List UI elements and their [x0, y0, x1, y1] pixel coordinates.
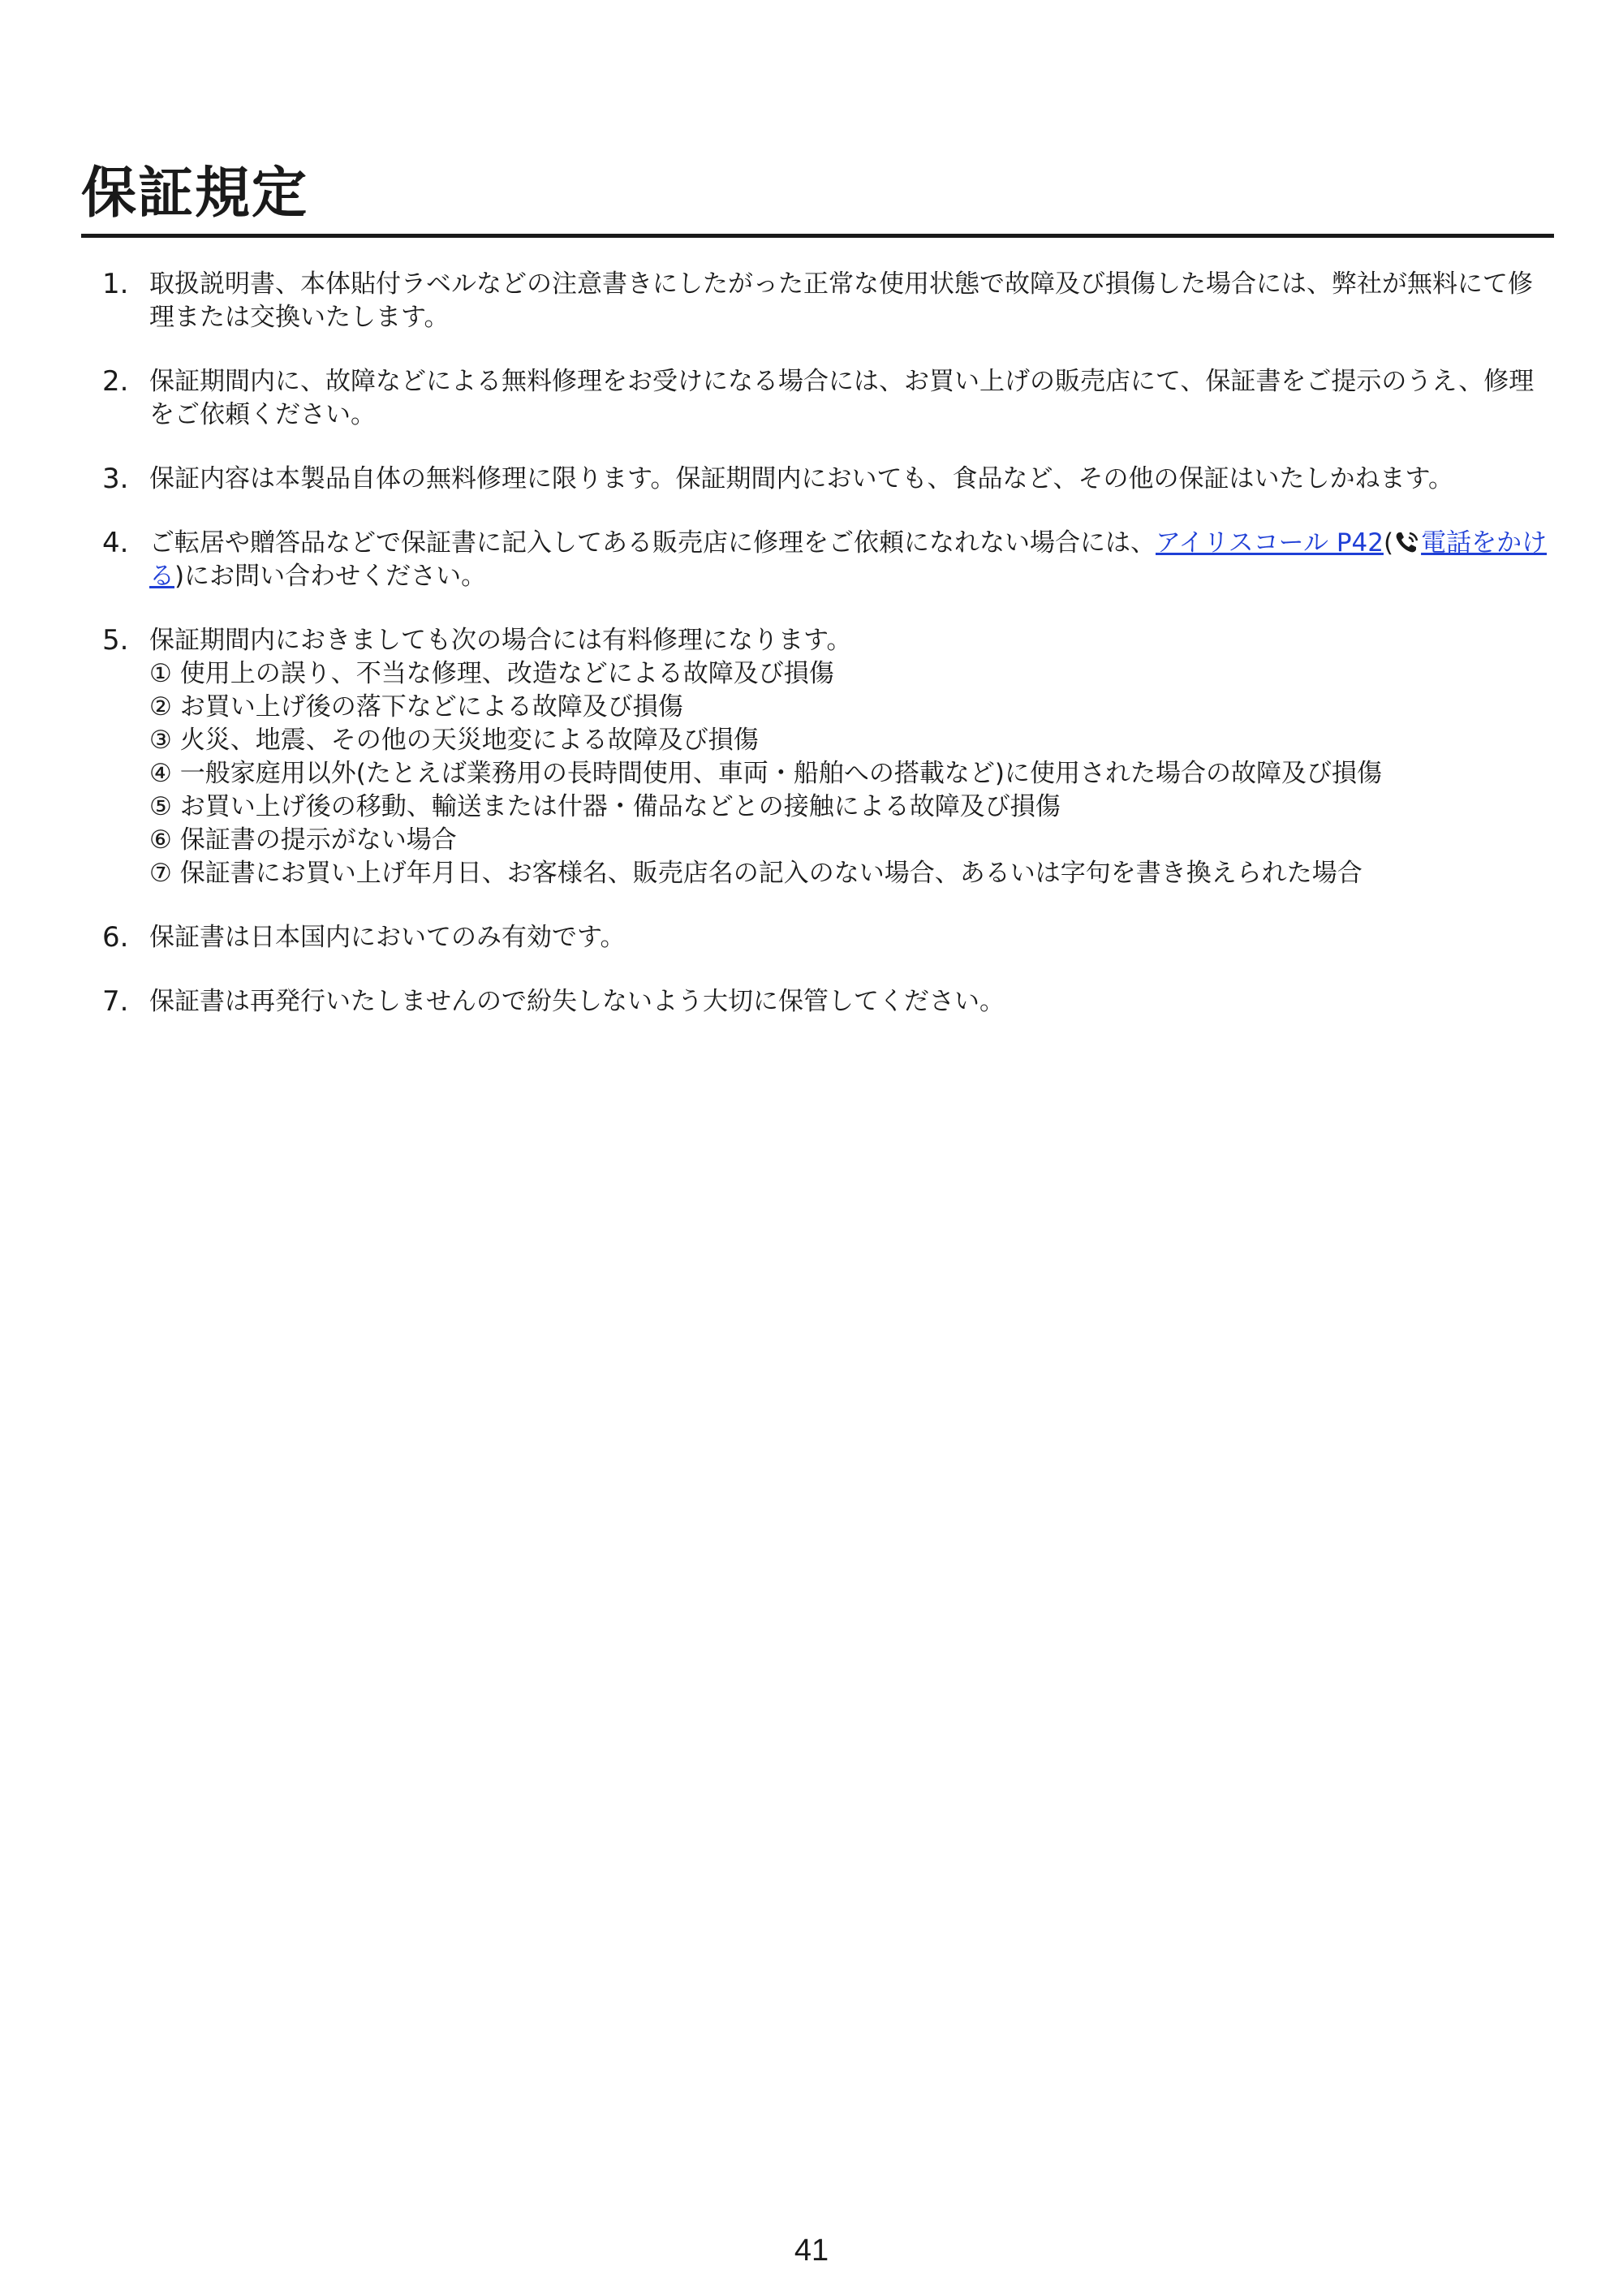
- sub-marker: ③: [149, 726, 172, 755]
- list-item: [81, 365, 1554, 432]
- item-number: 3.: [102, 463, 129, 495]
- iris-call-link[interactable]: アイリスコール P42: [1156, 528, 1384, 558]
- sub-list-item: [149, 691, 1554, 724]
- sub-item-text: 保証書の提示がない場合: [179, 825, 457, 855]
- sub-item-text: 保証書にお買い上げ年月日、お客様名、販売店名の記入のない場合、あるいは字句を書き換えられた場合: [179, 859, 1363, 888]
- sub-item-text: お買い上げ後の落下などによる故障及び損傷: [179, 692, 683, 722]
- sub-marker: ①: [149, 659, 172, 688]
- sub-item-text: 火災、地震、その他の天災地変による故障及び損傷: [179, 726, 759, 755]
- paren-open: (: [1383, 528, 1394, 558]
- sub-marker: ⑦: [149, 859, 172, 888]
- list-item: [81, 527, 1554, 593]
- item-text: 保証内容は本製品自体の無料修理に限ります。保証期間内においても、食品など、その他の保証はいたしかねます。: [149, 464, 1454, 493]
- sub-item-text: 一般家庭用以外(たとえば業務用の長時間使用、車両・船舶への搭載など)に使用された場合の故障及び損傷: [179, 759, 1382, 788]
- sub-marker: ⑤: [149, 792, 172, 821]
- item-number: 4.: [102, 527, 129, 559]
- page-title: 保証規定: [81, 162, 309, 226]
- sub-list-item: [149, 757, 1554, 790]
- item-text: 保証期間内におきましても次の場合には有料修理になります。: [149, 626, 852, 655]
- list-item: [81, 985, 1554, 1019]
- list-item: [81, 463, 1554, 496]
- warranty-terms-list: [81, 268, 1554, 1049]
- sub-list-item: [149, 724, 1554, 757]
- sub-marker: ②: [149, 692, 172, 722]
- sub-list-item: [149, 657, 1554, 691]
- item-number: 7.: [102, 985, 129, 1018]
- page-number: 41: [794, 2234, 829, 2268]
- item-text-after: )にお問い合わせください。: [174, 562, 487, 591]
- item-text-before: ご転居や贈答品などで保証書に記入してある販売店に修理をご依頼になれない場合には、: [149, 528, 1156, 558]
- item-number: 6.: [102, 921, 129, 954]
- sub-item-text: お買い上げ後の移動、輸送または什器・備品などとの接触による故障及び損傷: [179, 792, 1061, 821]
- exception-list: [149, 657, 1554, 890]
- list-item: [81, 268, 1554, 334]
- sub-marker: ⑥: [149, 825, 172, 855]
- list-item: [81, 624, 1554, 890]
- list-item: [81, 921, 1554, 954]
- item-number: 2.: [102, 365, 129, 398]
- item-text: 保証期間内に、故障などによる無料修理をお受けになる場合には、お買い上げの販売店にて、保証書をご提示のうえ、修理をご依頼ください。: [149, 367, 1535, 429]
- item-text: 保証書は再発行いたしませんので紛失しないよう大切に保管してください。: [149, 987, 1005, 1016]
- call-link[interactable]: 電話をかける: [149, 528, 1548, 591]
- item-text: [149, 527, 1554, 593]
- phone-icon[interactable]: [1393, 530, 1421, 554]
- sub-list-item: [149, 824, 1554, 857]
- sub-item-text: 使用上の誤り、不当な修理、改造などによる故障及び損傷: [179, 659, 834, 688]
- item-text: 保証書は日本国内においてのみ有効です。: [149, 923, 626, 952]
- sub-list-item: [149, 857, 1554, 890]
- sub-marker: ④: [149, 759, 172, 788]
- item-text: 取扱説明書、本体貼付ラベルなどの注意書きにしたがった正常な使用状態で故障及び損傷した場合には、弊社が無料にて修理または交換いたします。: [149, 269, 1533, 332]
- sub-list-item: [149, 790, 1554, 824]
- item-number: 1.: [102, 268, 129, 300]
- item-number: 5.: [102, 624, 129, 657]
- title-divider: [81, 234, 1554, 238]
